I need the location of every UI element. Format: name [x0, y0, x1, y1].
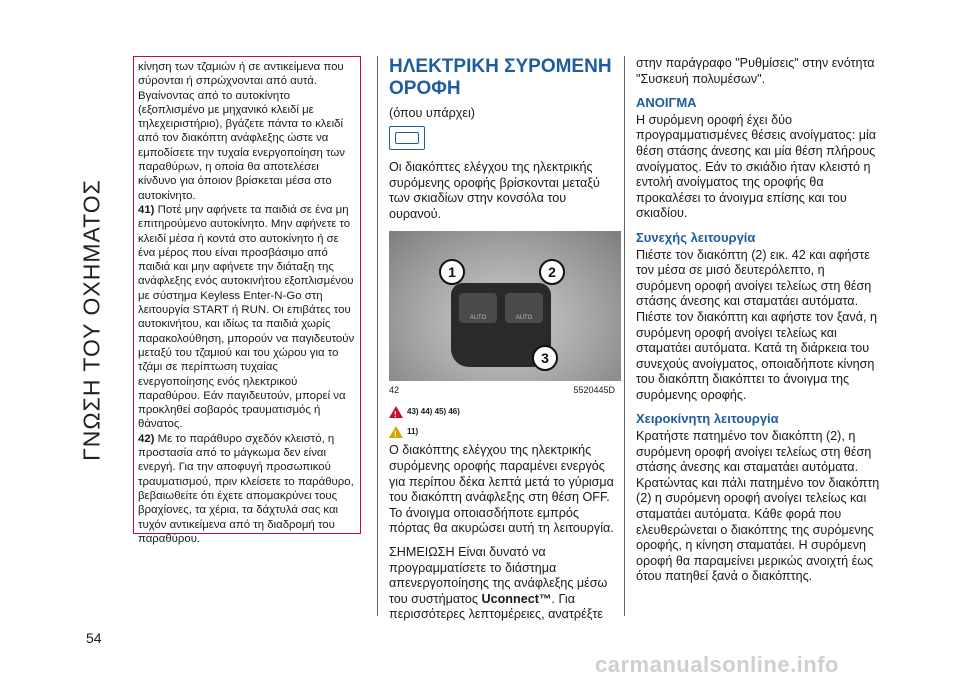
figure-number: 42 [389, 384, 400, 395]
watermark: carmanualsonline.info [595, 652, 839, 677]
opening-paragraph: Η συρόμενη οροφή έχει δύο προγραμματισμένες θέσεις ανοίγματος: μία θέση στάσης άνεσης και μία θέση πλήρους ανοίγματος. Εάν το σκιάδιο ήταν κλειστό η εντολή ανοίγματος της οροφής θα προκαλέσει το άνοιγμα επίσης και του σκιαδίου. [636, 112, 877, 221]
note-tail: . Για περισσότερες λεπτομέρειες, ανατρέξτε [389, 591, 603, 622]
paragraph-switch-active: Ο διακόπτης ελέγχου της ηλεκτρικής συρόμενης οροφής παραμένει ενεργός για περίπου δέκα λεπτά μετά το γύρισμα του διακόπτη ανάφλεξης στη θέση OFF. Το άνοιγμα οποιασδήποτε εμπρός πόρτας θα ακυρώσει αυτή τη λειτουργία. [389, 443, 614, 536]
column-sunroof-opening [636, 56, 881, 593]
heading-manual: Χειροκίνητη λειτουργία [636, 411, 779, 427]
switch-1-button: AUTO [459, 293, 497, 323]
continued-text: στην παράγραφο "Ρυθμίσεις" στην ενότητα "Συσκευή πολυμέσων". [636, 56, 875, 86]
intro-paragraph: Οι διακόπτες ελέγχου της ηλεκτρικής συρόμενης οροφής βρίσκονται μεταξύ των σκιαδίων στην κονσόλα του ουρανού. [389, 160, 600, 221]
callout-3: 3 [532, 345, 558, 371]
warning-item-41 [138, 203, 356, 432]
callout-1: 1 [439, 259, 465, 285]
chapter-title-text: ΓΝΩΣΗ ΤΟΥ ΟΧΗΜΑΤΟΣ [78, 179, 105, 461]
warning-item-42-number: 42) [138, 432, 155, 445]
warning-text-lead: κίνηση των τζαμιών ή σε αντικείμενα που σύρονται ή σπρώχνονται από αυτά. Βγαίνοντας από το αυτοκίνητο (εξοπλισμένο με μηχανικό κλειδί με τηλεχειριστήριο), βγάζετε πάντα το κλειδί από τον διακόπτη ανάφλεξης ώστε να εμποδίσετε την τυχαία ενεργοποίηση των παραθύρων, η οποία θα αποτελέσει κίνδυνο για όποιον βρίσκεται μέσα στο αυτοκίνητο. [138, 61, 345, 202]
warning-item-41-number: 41) [138, 203, 155, 216]
callout-2: 2 [539, 259, 565, 285]
heading-opening: ΑΝΟΙΓΜΑ [636, 95, 697, 111]
warning-item-41-text: Ποτέ μην αφήνετε τα παιδιά σε ένα μη επιτηρούμενο αυτοκίνητο. Μην αφήνετε το κλειδί μέσα ή κοντά στο αυτοκίνητο ή σε ένα μέρος που είναι προσβάσιμο από παιδιά και μην αφήνετε την διάταξη της ανάφλεξης ενός αυτοκινήτου εξοπλισμένου με σύστημα Keyless Enter-N-Go στη λειτουργία START ή RUN. Οι επιβάτες του αυτοκινήτου, και ιδίως τα παιδιά χωρίς παρακολούθηση, μπορούν να παγιδευτούν μεταξύ του τζαμιού και του χώρου για το τζάμι σε περίπτωση τυχαίας ενεργοποίησης ενός ηλεκτρικού παραθύρου. Εάν παγιδευτούν, μπορεί να προκληθεί σοβαρός τραυματισμός ή θάνατος. [138, 203, 355, 431]
column-divider-2 [624, 56, 625, 616]
manual-paragraph: Κρατήστε πατημένο τον διακόπτη (2), η συρόμενη οροφή ανοίγει τελείως στη θέση στάσης άνεσης και σταματάει αυτόματα. Κρατώντας και πάλι πατημένο τον διακόπτη (2) η συρόμενη οροφή ανοίγει τελείως και σταματάει αυτόματα. Κάθε φορά που ελευθερώνεται ο διακόπτης της συρόμενης οροφής, η κίνηση σταματάει. Η συρόμενη οροφή θα παραμείνει μερικώς ανοιχτή έως ότου πατηθεί ξανά ο διακόπτης. [636, 429, 880, 584]
warning-references-text: 43) 44) 45) 46) [407, 407, 460, 417]
section-subtitle: (όπου υπάρχει) [389, 106, 475, 120]
caution-triangle-icon [389, 426, 403, 438]
warning-item-42-text: Με το παράθυρο σχεδόν κλειστό, η προστασία από το μάγκωμα δεν είναι ενεργή. Για την αποφυγή προσωπικού τραυματισμού, πριν κλείσετε το παράθυρο, βεβαιωθείτε ότι έχετε απομακρύνει τους βραχίονες, τα χέρια, τα δάχτυλά σας και τυχόν αντικείμενα από τη διαδρομή του παραθύρου. [138, 432, 354, 545]
uconnect-brand: Uconnect™ [481, 591, 552, 606]
switch-2-button: AUTO [505, 293, 543, 323]
warning-item-42 [138, 432, 356, 546]
chapter-title [62, 40, 122, 600]
warning-box [133, 56, 361, 545]
section-title: ΗΛΕΚΤΡΙΚΗ ΣΥΡΟΜΕΝΗ ΟΡΟΦΗ [389, 56, 612, 99]
continuous-paragraph: Πιέστε τον διακόπτη (2) εικ. 42 και αφήστε τον μέσα σε μισό δευτερόλεπτο, η συρόμενη οροφή ανοίγει τελείως στη θέση στάσης άνεσης και σταματάει αυτόματα. Πιέστε τον διακόπτη και αφήστε τον ξανά, η συρόμενη οροφή ανοίγει τελείως και σταματάει αυτόματα. Κατά τη διάρκεια του συνεχούς ανοίγματος, οποιαδήποτε κίνηση του διακόπτη διακόπτει το άνοιγμα της συρόμενης οροφής. [636, 247, 877, 402]
heading-continuous: Συνεχής λειτουργία [636, 229, 756, 245]
page-number: 54 [86, 630, 102, 646]
figure-caption [389, 383, 615, 399]
warning-references [389, 404, 615, 420]
warning-triangle-icon [389, 406, 403, 418]
sunroof-icon [389, 126, 425, 150]
paragraph-note [389, 545, 615, 623]
figure-code: 5520445D [573, 384, 615, 395]
sunroof-switch-figure [389, 231, 621, 381]
note-references-text: 11) [407, 426, 419, 436]
note-lead: ΣΗΜΕΙΩΣΗ Είναι δυνατό να προγραμματίσετε το διάστημα απενεργοποίησης της ανάφλεξης μέσω του συστήματος [389, 544, 608, 606]
column-sunroof-intro [389, 56, 615, 631]
note-references [389, 424, 615, 440]
column-divider-1 [377, 56, 378, 616]
